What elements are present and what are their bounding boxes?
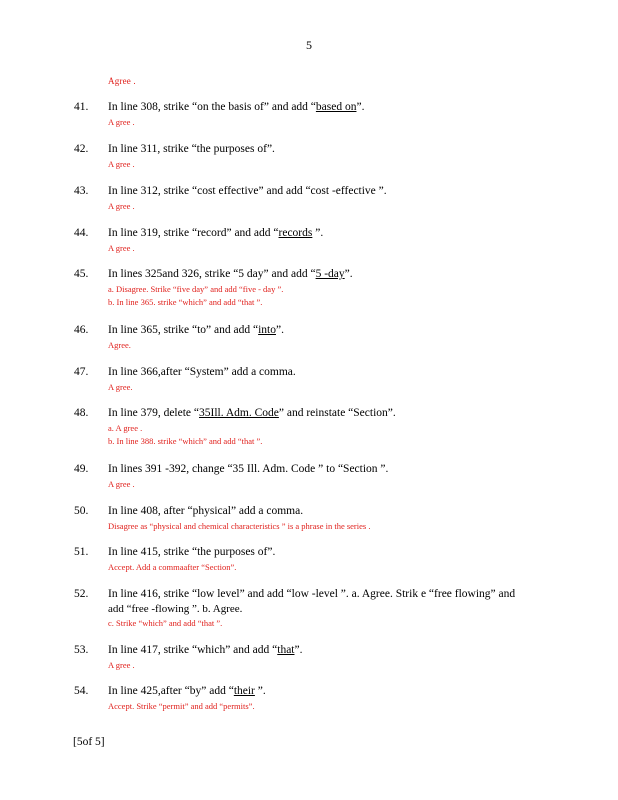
item-text: In line 312, strike “cost effective” and add “cost -effective ”. bbox=[108, 185, 387, 197]
item-text bbox=[108, 101, 528, 114]
item-text-post: ” and reinstate “Section”. bbox=[278, 407, 396, 419]
item-text-pre: In line 425,after “by” add “ bbox=[108, 685, 234, 697]
item-number: 52. bbox=[74, 588, 89, 600]
item-number: 48. bbox=[74, 407, 89, 419]
item-text bbox=[108, 644, 528, 657]
item-number: 47. bbox=[74, 366, 89, 378]
item-text: In line 366,after “System” add a comma. bbox=[108, 366, 296, 378]
item-number: 44. bbox=[74, 227, 89, 239]
item-number: 46. bbox=[74, 324, 89, 336]
item-text-underlined: into bbox=[258, 324, 276, 336]
item-response-secondary: b. In line 365. strike “which” and add “that ”. bbox=[108, 297, 263, 307]
item-text-pre: In line 319, strike “record” and add “ bbox=[108, 227, 279, 239]
item-response: Disagree as “physical and chemical characteristics ” is a phrase in the series . bbox=[108, 521, 371, 531]
item-text-post: ”. bbox=[254, 685, 266, 697]
item-response: a. Disagree. Strike “five day” and add “five - day ”. bbox=[108, 284, 284, 294]
item-text-continuation: add “free -flowing ”. b. Agree. bbox=[108, 603, 243, 615]
item-text-underlined: that bbox=[277, 644, 295, 656]
item-text-post: ”. bbox=[312, 227, 324, 239]
item-number: 43. bbox=[74, 185, 89, 197]
item-response: A gree . bbox=[108, 660, 135, 670]
item-text-underlined: 5 -day bbox=[315, 268, 345, 280]
item-response: A gree. bbox=[108, 382, 133, 392]
item-text-pre: In lines 325and 326, strike “5 day” and add “ bbox=[108, 268, 316, 280]
item-text-underlined: their bbox=[233, 685, 255, 697]
item-response: c. Strike “which” and add “that ”. bbox=[108, 618, 223, 628]
item-text-pre: In line 308, strike “on the basis of” and add “ bbox=[108, 101, 316, 113]
item-number: 42. bbox=[74, 143, 89, 155]
item-text bbox=[108, 227, 528, 240]
item-text-underlined: based on bbox=[315, 101, 357, 113]
item-response: A gree . bbox=[108, 479, 135, 489]
item-number: 50. bbox=[74, 505, 89, 517]
item-text: In line 408, after “physical” add a comma. bbox=[108, 505, 304, 517]
item-number: 45. bbox=[74, 268, 89, 280]
top-response: Agree . bbox=[108, 76, 136, 86]
item-response: A gree . bbox=[108, 243, 135, 253]
item-text: In line 311, strike “the purposes of”. bbox=[108, 143, 275, 155]
item-text-underlined: 35Ill. Adm. Code bbox=[199, 407, 279, 419]
item-text bbox=[108, 268, 528, 281]
item-text-pre: In line 365, strike “to” and add “ bbox=[108, 324, 259, 336]
item-response: A gree . bbox=[108, 201, 135, 211]
item-number: 54. bbox=[74, 685, 89, 697]
item-text-post: ”. bbox=[275, 324, 284, 336]
item-text: In line 416, strike “low level” and add “low -level ”. a. Agree. Strik e “free flowing” and bbox=[108, 588, 516, 600]
item-text: In lines 391 -392, change “35 Ill. Adm. Code ” to “Section ”. bbox=[108, 463, 389, 475]
item-response-secondary: b. In line 388. strike “which” and add “that ”. bbox=[108, 436, 263, 446]
item-text bbox=[108, 685, 528, 698]
item-response: a. A gree . bbox=[108, 423, 143, 433]
item-text-pre: In line 417, strike “which” and add “ bbox=[108, 644, 278, 656]
item-number: 41. bbox=[74, 101, 89, 113]
item-response: A gree . bbox=[108, 117, 135, 127]
item-response: Accept. Strike “permit” and add “permits”. bbox=[108, 701, 255, 711]
item-response: Agree. bbox=[108, 340, 131, 350]
item-text-post: ”. bbox=[344, 268, 353, 280]
item-text-underlined: records bbox=[278, 227, 313, 239]
item-response: Accept. Add a commaafter “Section”. bbox=[108, 562, 237, 572]
item-text: In line 415, strike “the purposes of”. bbox=[108, 546, 276, 558]
item-response: A gree . bbox=[108, 159, 135, 169]
item-text-post: ”. bbox=[294, 644, 303, 656]
item-text-pre: In line 379, delete “ bbox=[108, 407, 200, 419]
item-number: 53. bbox=[74, 644, 89, 656]
page-number: 5 bbox=[306, 38, 312, 52]
item-number: 49. bbox=[74, 463, 89, 475]
page-footer: [5of 5] bbox=[73, 736, 105, 748]
item-text bbox=[108, 324, 528, 337]
item-number: 51. bbox=[74, 546, 89, 558]
item-text bbox=[108, 407, 528, 420]
item-text-post: ”. bbox=[356, 101, 365, 113]
